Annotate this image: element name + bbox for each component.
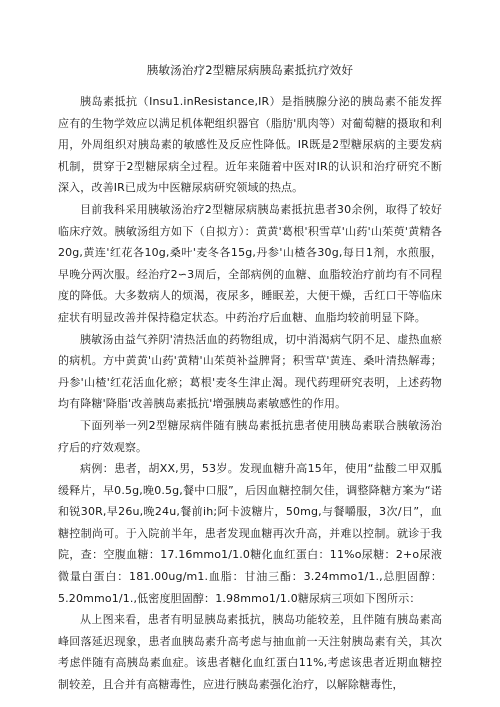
paragraph-insulin-resistance-definition: 胰岛素抵抗（Insu1.inResistance,IR）是指胰腺分泌的胰岛素不能发挥应有的生物学效应以满足机体靶组织器官（脂肪'肌肉等）对葡萄糖的摄取和利用，外周组织对胰岛素的敏感性及反应性降低。IR既是2型糖尿病的主要发病机制，贯穿于2型糖尿病全过程。近年来随着中医对IR的认识和治疗研究不断深入，改善IR已成为中医糖尿病研究领域的热点。	[58, 95, 442, 195]
paragraph-case-intro: 下面列举一列2型糖尿病伴随有胰岛素抵抗患者使用胰岛素联合胰敏汤治疗后的疗效观察。	[58, 418, 442, 454]
paragraph-case-analysis: 从上图来看，患者有明显胰岛素抵抗，胰岛功能较差，且伴随有胰岛素高峰回落延迟现象，患者血胰岛素升高考虑与抽血前一天注射胰岛素有关，其次考虑伴随有高胰岛素血症。该患者糖化血红蛋白11%,考虑该患者近期血糖控制较差，且合并有高糖毒性，应进行胰岛素强化治疗，以解除糖毒性，	[58, 613, 442, 692]
paragraph-formula-mechanism: 胰敏汤由益气养阴'清热活血的药物组成，切中消渴病气阴不足、虚热血瘀的病机。方中黄黄'山药'黄精'山茱萸补益脾肾；积雪草'黄连、桑叶清热解毒；丹参'山楂'红花活血化瘀；葛根'麦冬生津止渴。现代药理研究表明，上述药物均有降糖'降脂'改善胰岛素抵抗'增强胰岛素敏感性的作用。	[58, 332, 442, 411]
paragraph-treatment-formula: 目前我科采用胰敏汤治疗2型糖尿病胰岛素抵抗患者30余例，取得了较好临床疗效。胰敏汤组方如下（自拟方）：黄黄'葛根'积雪草'山药'山茱萸'黄精各20g,黄连'红花各10g,桑叶'麦冬各15g,丹参'山楂各30g,每日1剂，水煎服，早晚分两次服。经治疗2∽3周后，全部病例的血糖、血脂较治疗前均有不同程度的降低。大多数病人的烦渴，夜尿多，睡眠差，大便干燥，舌红口干等临床症状有明显改善并保持稳定状态。中药治疗后血糖、血脂均较前明显下降。	[58, 202, 442, 324]
document-title: 胰敏汤治疗2型糖尿病胰岛素抵抗疗效好	[146, 63, 354, 77]
paragraph-case-details: 病例：患者，胡XX,男，53岁。发现血糖升高15年，使用“盐酸二甲双胍缓释片，早0.5g,晚0.5g,餐中口服”，后因血糖控制欠佳，调整降糖方案为“诺和锐30R,早26u,晚24u,餐前ih;阿卡波糖片，50mg,与餐嚼服，3次/日”，血糖控制尚可。于入院前半年，患者发现血糖再次升高，并难以控制。就诊于我院，查：空腹血糖：17.16mmo1/1.0糖化血红蛋白：11%o尿糖：2+o尿液微量白蛋白：181.00ug∕m1.血脂：甘油三酯：3.24mmo1/1.,总胆固醇：5.20mmo1/1.,低密度胆固醇：1.98mmo1/1.0糖尿病三项如下图所示：	[58, 462, 442, 605]
